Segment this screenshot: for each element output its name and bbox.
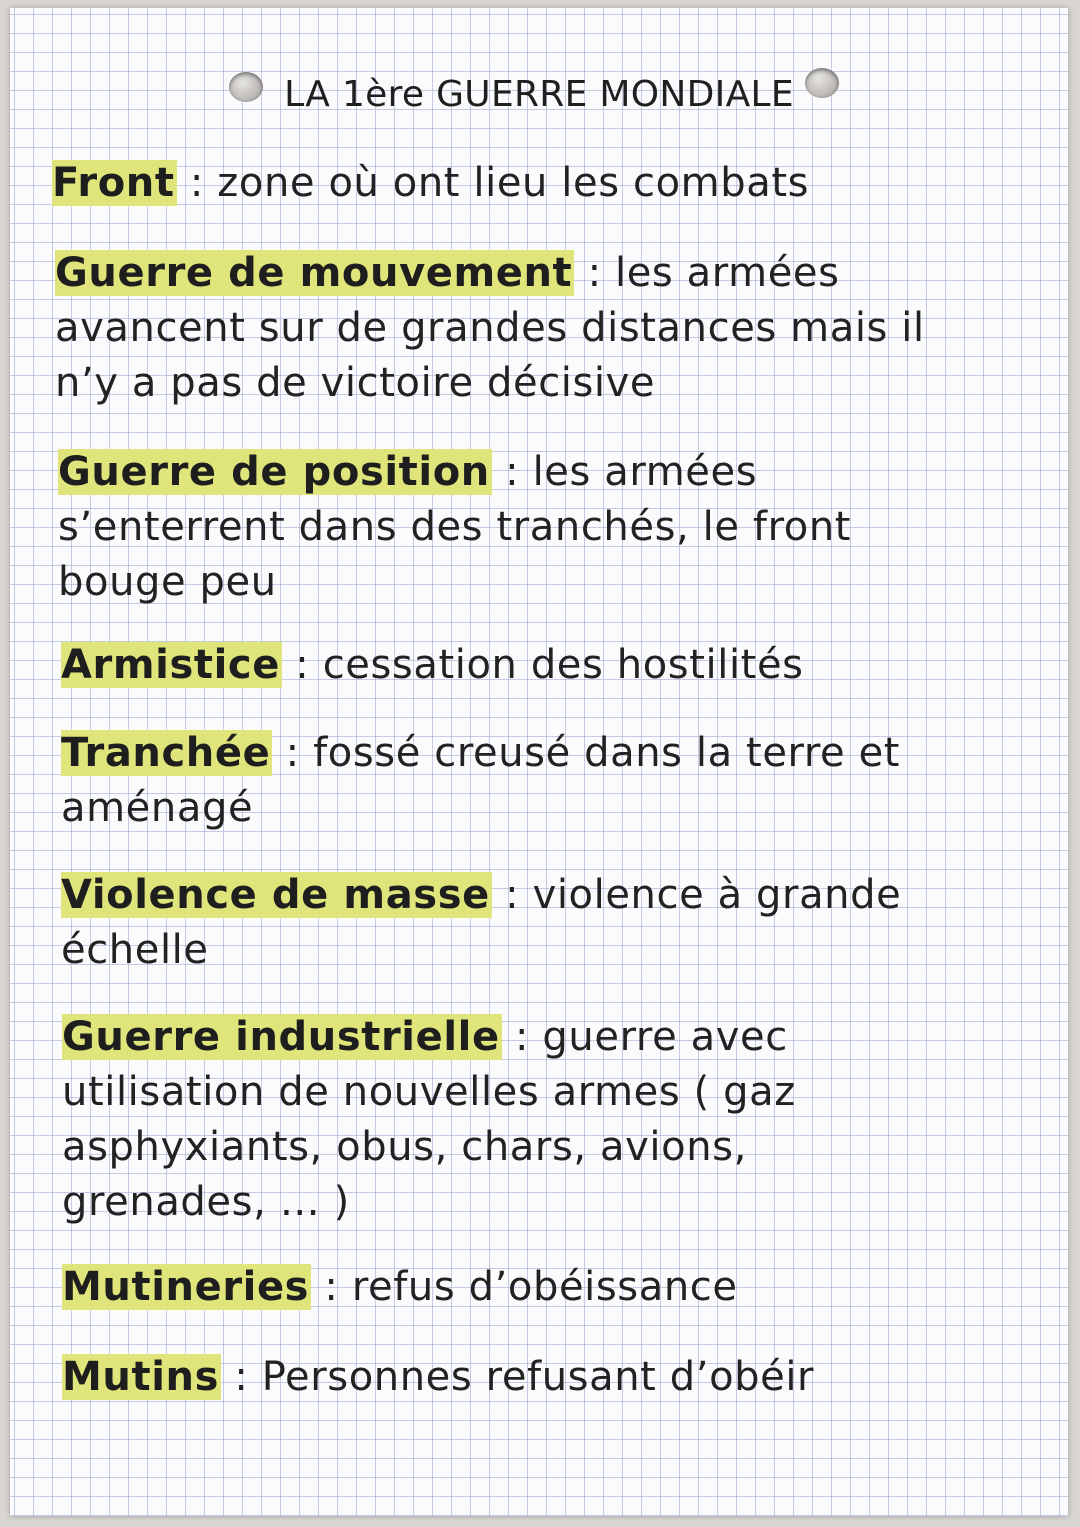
separator: : — [272, 730, 314, 776]
definition-text: les armées avancent sur de grandes distances mais il n’y a pas de victoire décisive — [55, 250, 925, 406]
term-label: Tranchée — [61, 730, 271, 776]
term-label: Mutineries — [62, 1264, 310, 1310]
definition-text: les armées s’enterrent dans des tranchés, le front bouge peu — [58, 449, 852, 605]
definition-text: Personnes refusant d’obéir — [261, 1354, 815, 1400]
term-label: Front — [52, 160, 175, 206]
definition-text: guerre avec utilisation de nouvelles armes ( gaz asphyxiants, obus, chars, avions, grenades, … ) — [62, 1014, 796, 1225]
separator: : — [176, 160, 218, 206]
definition-violence-de-masse — [61, 868, 1001, 978]
separator: : — [491, 449, 533, 495]
term-label: Mutins — [62, 1354, 219, 1400]
definition-armistice — [61, 638, 1021, 693]
term-label: Armistice — [61, 642, 280, 688]
separator: : — [574, 250, 615, 296]
separator: : — [281, 642, 323, 688]
term-label: Guerre de mouvement — [55, 250, 573, 296]
index-card — [10, 8, 1068, 1516]
separator: : — [491, 872, 533, 918]
term-label: Guerre industrielle — [62, 1014, 500, 1060]
definition-guerre-de-position — [58, 445, 938, 610]
definition-mutins — [62, 1350, 1022, 1405]
definition-front — [52, 156, 1012, 211]
definition-mutineries — [62, 1260, 1022, 1315]
term-label: Guerre de position — [58, 449, 490, 495]
definition-text: violence à grande échelle — [61, 872, 902, 973]
separator: : — [311, 1264, 352, 1310]
definition-text: zone où ont lieu les combats — [217, 160, 810, 206]
page-title: LA 1ère GUERRE MONDIALE — [284, 74, 794, 115]
term-label: Violence de masse — [61, 872, 490, 918]
separator: : — [221, 1354, 262, 1400]
definition-text: fossé creusé dans la terre et aménagé — [61, 730, 901, 831]
definition-text: refus d’obéissance — [351, 1264, 738, 1310]
separator: : — [501, 1014, 543, 1060]
definition-guerre-de-mouvement — [55, 246, 970, 411]
definition-guerre-industrielle — [62, 1010, 892, 1230]
definition-text: cessation des hostilités — [322, 642, 804, 688]
definition-tranchee — [61, 726, 1001, 836]
